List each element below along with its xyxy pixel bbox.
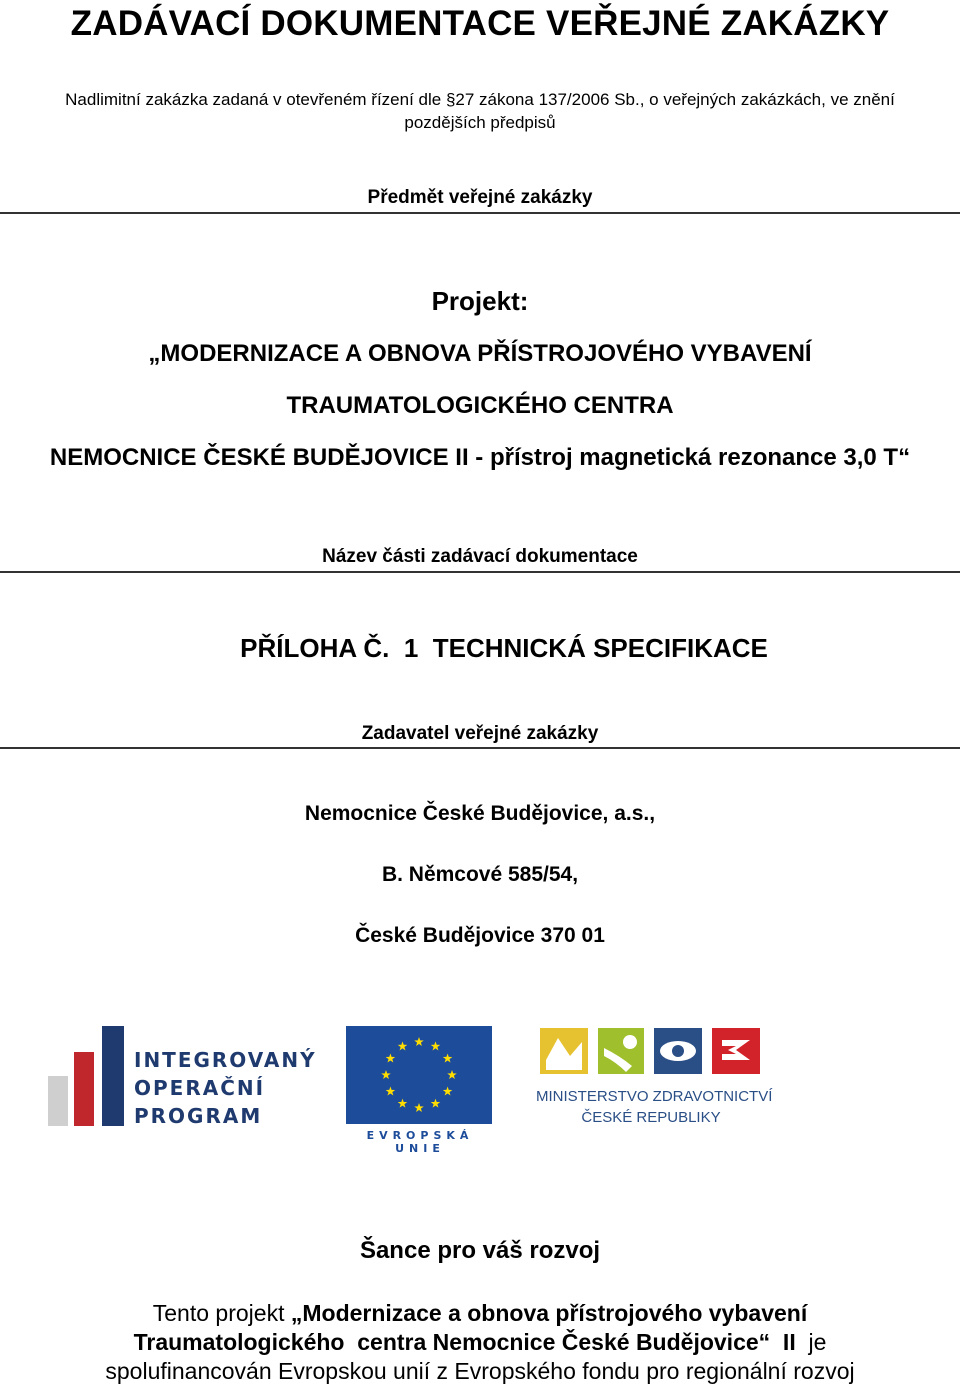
- mz-logo: [536, 1026, 773, 1130]
- iop-logo-line-1: INTEGROVANÝ: [134, 1048, 317, 1072]
- footer-text-line-1-normal: Tento projekt: [152, 1300, 291, 1326]
- footer-text-line-2-normal: je: [795, 1329, 827, 1355]
- eu-logo: [346, 1026, 494, 1155]
- contracting-label: Zadavatel veřejné zakázky: [361, 723, 599, 744]
- contracting-city: České Budějovice 370 01: [355, 924, 605, 947]
- part-label: Název části zadávací dokumentace: [322, 546, 638, 567]
- project-title-line-1: „MODERNIZACE A OBNOVA PŘÍSTROJOVÉHO VYBAVENÍ: [148, 340, 812, 367]
- contracting-name: Nemocnice České Budějovice, a.s.,: [304, 802, 656, 825]
- footer-text-line-2-bold: Traumatologického centra Nemocnice České Budějovice“ II: [133, 1329, 796, 1355]
- mz-logo-line-1: MINISTERSTVO ZDRAVOTNICTVÍ: [536, 1088, 773, 1105]
- footer-text-line-3: spolufinancován Evropskou unií z Evropského fondu pro regionální rozvoj: [105, 1358, 855, 1384]
- footer-heading: Šance pro váš rozvoj: [359, 1237, 601, 1264]
- mz-logo-squares-icon: [536, 1026, 766, 1076]
- footer-text-line-1-bold: „Modernizace a obnova přístrojového vybavení: [290, 1300, 808, 1326]
- project-title-line-3: NEMOCNICE ČESKÉ BUDĚJOVICE II - přístroj magnetická rezonance 3,0 T“: [49, 444, 911, 471]
- annex-title: PŘÍLOHA Č. 1 TECHNICKÁ SPECIFIKACE: [240, 633, 768, 663]
- footer-text-line-2: [0, 1329, 960, 1356]
- project-label: Projekt:: [431, 286, 529, 316]
- procurement-description-line-1: Nadlimitní zakázka zadaná v otevřeném řízení dle §27 zákona 137/2006 Sb., o veřejných zakázkách, ve znění: [65, 90, 895, 109]
- subject-label: Předmět veřejné zakázky: [367, 187, 593, 208]
- iop-logo: [46, 1026, 317, 1130]
- project-title-line-2: TRAUMATOLOGICKÉHO CENTRA: [286, 392, 674, 419]
- iop-logo-line-2: OPERAČNÍ: [134, 1076, 266, 1100]
- eu-caption: EVROPSKÁ UNIE: [366, 1129, 474, 1155]
- mz-logo-line-2: ČESKÉ REPUBLIKY: [581, 1109, 721, 1126]
- contracting-street: B. Němcové 585/54,: [381, 863, 579, 886]
- procurement-description: [10, 88, 950, 134]
- footer-text-line-1: [0, 1300, 960, 1327]
- document-title: ZADÁVACÍ DOKUMENTACE VEŘEJNÉ ZAKÁZKY: [70, 4, 890, 43]
- divider-subject: [0, 212, 960, 214]
- divider-contracting: [0, 747, 960, 749]
- divider-part: [0, 571, 960, 573]
- procurement-description-line-2: pozdějších předpisů: [404, 113, 556, 132]
- eu-flag-icon: [346, 1026, 494, 1124]
- iop-logo-line-3: PROGRAM: [134, 1104, 263, 1128]
